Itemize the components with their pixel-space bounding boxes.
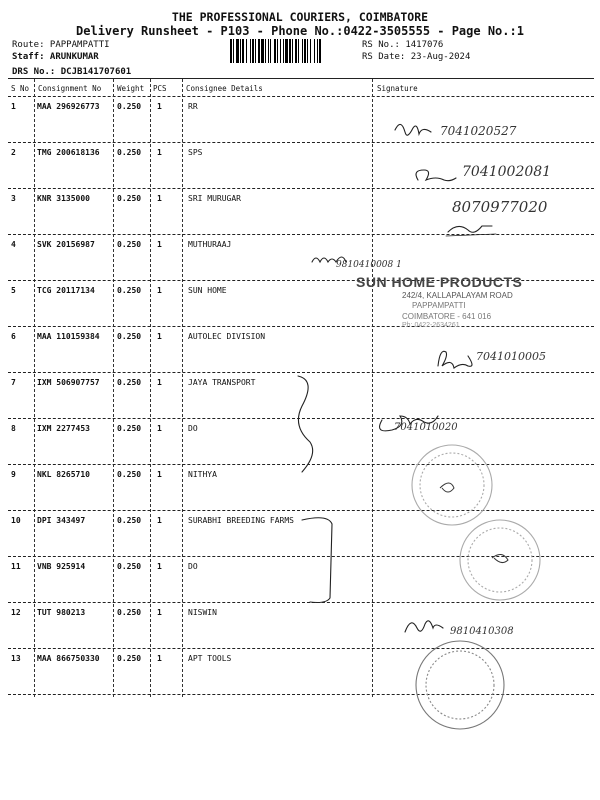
- handwritten-phone-2: 7041002081: [462, 164, 552, 180]
- row-consignment-no: NKL 8265710: [37, 470, 90, 479]
- row-sno: 12: [11, 608, 21, 617]
- signature-row-6: [438, 351, 472, 368]
- row-sno: 10: [11, 516, 21, 525]
- rs-info-block: [362, 40, 470, 63]
- signature-row-2: [416, 170, 456, 181]
- row-consignee: SRI MURUGAR: [188, 194, 241, 203]
- staff-text: Staff: ARUNKUMAR: [12, 51, 99, 62]
- stamp-address-1: 242/4, KALLAPALAYAM ROAD: [402, 291, 513, 300]
- row-weight: 0.250: [117, 240, 142, 249]
- row-consignment-no: KNR 3135000: [37, 194, 90, 203]
- row-sno: 9: [11, 470, 16, 479]
- row-sno: 8: [11, 424, 16, 433]
- row-pcs: 1: [157, 378, 162, 387]
- row-separator: [8, 510, 594, 511]
- row-separator: [8, 556, 594, 557]
- col-sno: S No: [11, 84, 30, 93]
- handwritten-phone-3: 8070977020: [452, 198, 548, 216]
- handwritten-phone-8: 7041010020: [394, 422, 458, 433]
- row-consignment-no: DPI 343497: [37, 516, 86, 525]
- row-sno: 7: [11, 378, 16, 387]
- row-consignee: RR: [188, 102, 198, 111]
- row-weight: 0.250: [117, 470, 142, 479]
- col-pcs: PCS: [153, 84, 167, 93]
- row-consignment-no: MAA 296926773: [37, 102, 100, 111]
- row-pcs: 1: [157, 332, 162, 341]
- row-weight: 0.250: [117, 608, 142, 617]
- col-divider: [113, 79, 114, 697]
- stamp-address-3: COIMBATORE - 641 016: [402, 312, 492, 321]
- row-separator: [8, 694, 594, 695]
- row-pcs: 1: [157, 194, 162, 203]
- col-weight: Weight: [117, 84, 145, 93]
- row-consignee: MUTHURAAJ: [188, 240, 232, 249]
- signature-row-12: [405, 621, 443, 632]
- drs-number: DRS No.: DCJB141707601: [12, 67, 132, 77]
- row-consignment-no: MAA 866750330: [37, 654, 100, 663]
- handwritten-phone-6: 7041010005: [476, 350, 546, 363]
- row-weight: 0.250: [117, 516, 142, 525]
- row-consignment-no: TCG 20117134: [37, 286, 95, 295]
- col-divider: [150, 79, 151, 697]
- row-sno: 3: [11, 194, 16, 203]
- row-sno: 13: [11, 654, 21, 663]
- barcode-image: [230, 39, 352, 63]
- row-weight: 0.250: [117, 562, 142, 571]
- rs-number: RS No.: 1417076: [362, 40, 444, 50]
- col-divider: [372, 79, 373, 697]
- header-bottom-rule: [8, 96, 594, 97]
- bracket-row-10-11: [302, 518, 332, 603]
- row-weight: 0.250: [117, 332, 142, 341]
- row-weight: 0.250: [117, 148, 142, 157]
- round-seal-1: [412, 445, 492, 525]
- row-consignment-no: SVK 20156987: [37, 240, 95, 249]
- route-info-block: [12, 40, 131, 79]
- row-pcs: 1: [157, 240, 162, 249]
- row-weight: 0.250: [117, 654, 142, 663]
- row-weight: 0.250: [117, 102, 142, 111]
- table-top-rule: [8, 78, 594, 79]
- row-consignment-no: IXM 2277453: [37, 424, 90, 433]
- row-consignee: APT TOOLS: [188, 654, 232, 663]
- row-consignee: DO: [188, 562, 198, 571]
- row-pcs: 1: [157, 148, 162, 157]
- seal-signature-1: [440, 483, 454, 492]
- row-weight: 0.250: [117, 286, 142, 295]
- col-consignment: Consignment No: [38, 84, 102, 93]
- row-sno: 2: [11, 148, 16, 157]
- row-weight: 0.250: [117, 424, 142, 433]
- row-pcs: 1: [157, 562, 162, 571]
- row-pcs: 1: [157, 470, 162, 479]
- row-separator: [8, 418, 594, 419]
- row-consignee: SUN HOME: [188, 286, 227, 295]
- row-consignment-no: IXM 506907757: [37, 378, 100, 387]
- row-consignee: NISWIN: [188, 608, 217, 617]
- row-consignee: AUTOLEC DIVISION: [188, 332, 266, 341]
- signature-row-1: [395, 124, 431, 135]
- row-pcs: 1: [157, 102, 162, 111]
- signature-row-3: [448, 226, 492, 232]
- col-divider: [34, 79, 35, 697]
- row-consignment-no: TUT 980213: [37, 608, 86, 617]
- stamp-name: SUN HOME PRODUCTS: [356, 274, 523, 290]
- stamp-phone: Ph: 0422-2634261: [402, 322, 460, 329]
- rs-date: RS Date: 23-Aug-2024: [362, 51, 471, 62]
- col-divider: [182, 79, 183, 697]
- row-sno: 4: [11, 240, 16, 249]
- runsheet-subtitle: Delivery Runsheet - P103 - Phone No.:0422-3505555 - Page No.:1: [76, 24, 524, 38]
- row-consignment-no: TMG 200618136: [37, 148, 100, 157]
- row-consignee: DO: [188, 424, 198, 433]
- bracket-row-7-8: [298, 376, 313, 472]
- route-text: Route: PAPPAMPATTI: [12, 40, 110, 50]
- row-separator: [8, 142, 594, 143]
- row-consignment-no: VNB 925914: [37, 562, 86, 571]
- row-consignment-no: MAA 110159384: [37, 332, 100, 341]
- row-separator: [8, 372, 594, 373]
- row-pcs: 1: [157, 516, 162, 525]
- row-pcs: 1: [157, 424, 162, 433]
- row-consignee: SPS: [188, 148, 203, 157]
- row-pcs: 1: [157, 608, 162, 617]
- row-consignee: SURABHI BREEDING FARMS: [188, 516, 294, 525]
- row-consignee: NITHYA: [188, 470, 217, 479]
- company-stamp: [356, 274, 556, 334]
- row-weight: 0.250: [117, 378, 142, 387]
- col-signature: Signature: [377, 84, 418, 93]
- row-consignee: JAYA TRANSPORT: [188, 378, 256, 387]
- row-weight: 0.250: [117, 194, 142, 203]
- row-pcs: 1: [157, 286, 162, 295]
- row-sno: 6: [11, 332, 16, 341]
- handwritten-phone-4: 9810410008 1: [336, 260, 402, 270]
- row-sno: 5: [11, 286, 16, 295]
- row-separator: [8, 188, 594, 189]
- row-separator: [8, 602, 594, 603]
- round-seal-3: [416, 641, 504, 729]
- company-title: THE PROFESSIONAL COURIERS, COIMBATORE: [171, 10, 429, 24]
- col-consignee: Consignee Details: [186, 84, 263, 93]
- handwritten-phone-1: 7041020527: [440, 124, 517, 138]
- round-seal-2: [460, 520, 540, 600]
- row-separator: [8, 234, 594, 235]
- row-sno: 11: [11, 562, 21, 571]
- row-sno: 1: [11, 102, 16, 111]
- row-separator: [8, 648, 594, 649]
- handwritten-phone-12: 9810410308: [450, 626, 514, 637]
- row-separator: [8, 464, 594, 465]
- stamp-address-2: PAPPAMPATTI: [412, 301, 466, 310]
- row-pcs: 1: [157, 654, 162, 663]
